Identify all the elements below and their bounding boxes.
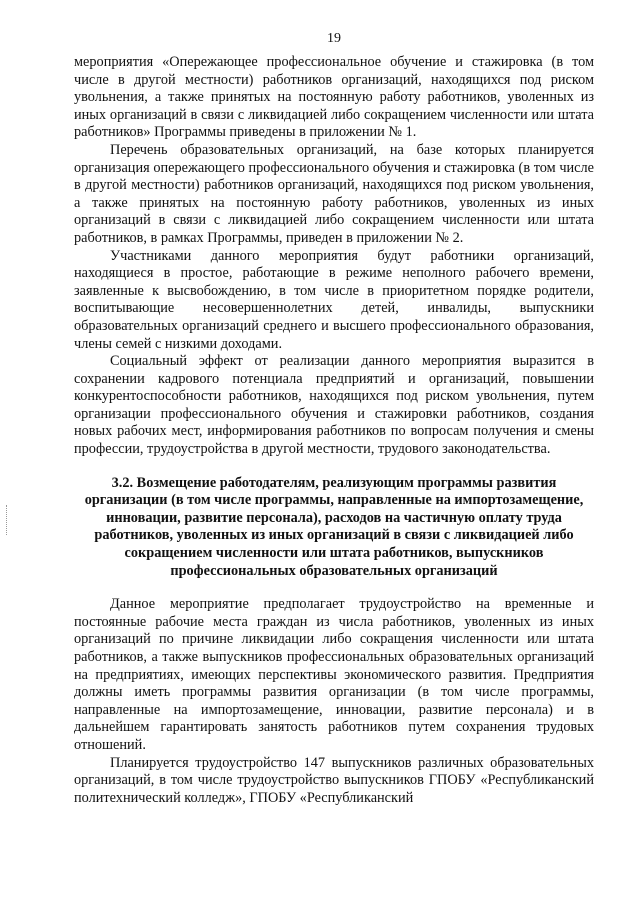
section-heading: 3.2. Возмещение работодателям, реализующим программы развития организации (в том числе программы, направленные на импортозамещение, инновации, развитие персонала), расходов на частичную оплату труда работников, уволенных из иных организаций в связи с ликвидацией либо сокращением численности или штата работников, выпускников профессиональных образовательных организаций [84, 474, 584, 579]
paragraph-planned-employment: Планируется трудоустройство 147 выпускников различных образовательных организаций, в том числе трудоустройство выпускников ГПОБУ «Республиканский политехнический колледж», ГПОБУ «Республиканский [74, 754, 594, 806]
page-number: 19 [327, 31, 341, 46]
paragraph-continuation: мероприятия «Опережающее профессиональное обучение и стажировка (в том числе в другой местности) работников организаций, находящихся под риском увольнения, а также принятых на постоянную работу работников, уволенных из иных организаций в связи с ликвидацией либо сокращением численности или штата работников» Программы приведены в приложении № 1. [74, 54, 594, 141]
paragraph-institutions-list: Перечень образовательных организаций, на базе которых планируется организация опережающего профессионального обучения и стажировка (в том числе в другой местности) работников организаций, находящихся под риском увольнения, а также принятых на постоянную работу работников, уволенных из иных организаций в связи с ликвидацией либо сокращением численности или штата работников, в рамках Программы, приведен в приложении № 2. [74, 141, 594, 246]
scan-margin-marks [6, 505, 9, 535]
paragraph-social-effect: Социальный эффект от реализации данного мероприятия выразится в сохранении кадрового потенциала предприятий и организаций, повышении конкурентоспособности работников, находящихся под риском увольнения, путем организации профессионального обучения и стажировки работников, создания новых рабочих мест, информирования работников по вопросам получения и смены профессии, трудоустройства в другой местности, трудового законодательства. [74, 353, 594, 458]
paragraph-participants: Участниками данного мероприятия будут работники организаций, находящиеся в простое, работающие в режиме неполного рабочего времени, заявленные к высвобождению, в том числе в приоритетном порядке родители, воспитывающие несовершеннолетних детей, инвалиды, выпускники образовательных организаций среднего и высшего профессионального образования, члены семей с низкими доходами. [74, 247, 594, 352]
paragraph-measure-description: Данное мероприятие предполагает трудоустройство на временные и постоянные рабочие места граждан из числа работников, уволенных из иных организаций по причине ликвидации либо сокращения численности или штата работников, а также выпускников профессиональных образовательных организаций на предприятиях, имеющих перспективы экономического развития. Предприятия должны иметь программы развития организации (в том числе программы, направленные на импортозамещение, инновации, развитие персонала) и в дальнейшем гарантировать занятость работников путем сохранения трудовых отношений. [74, 596, 594, 753]
